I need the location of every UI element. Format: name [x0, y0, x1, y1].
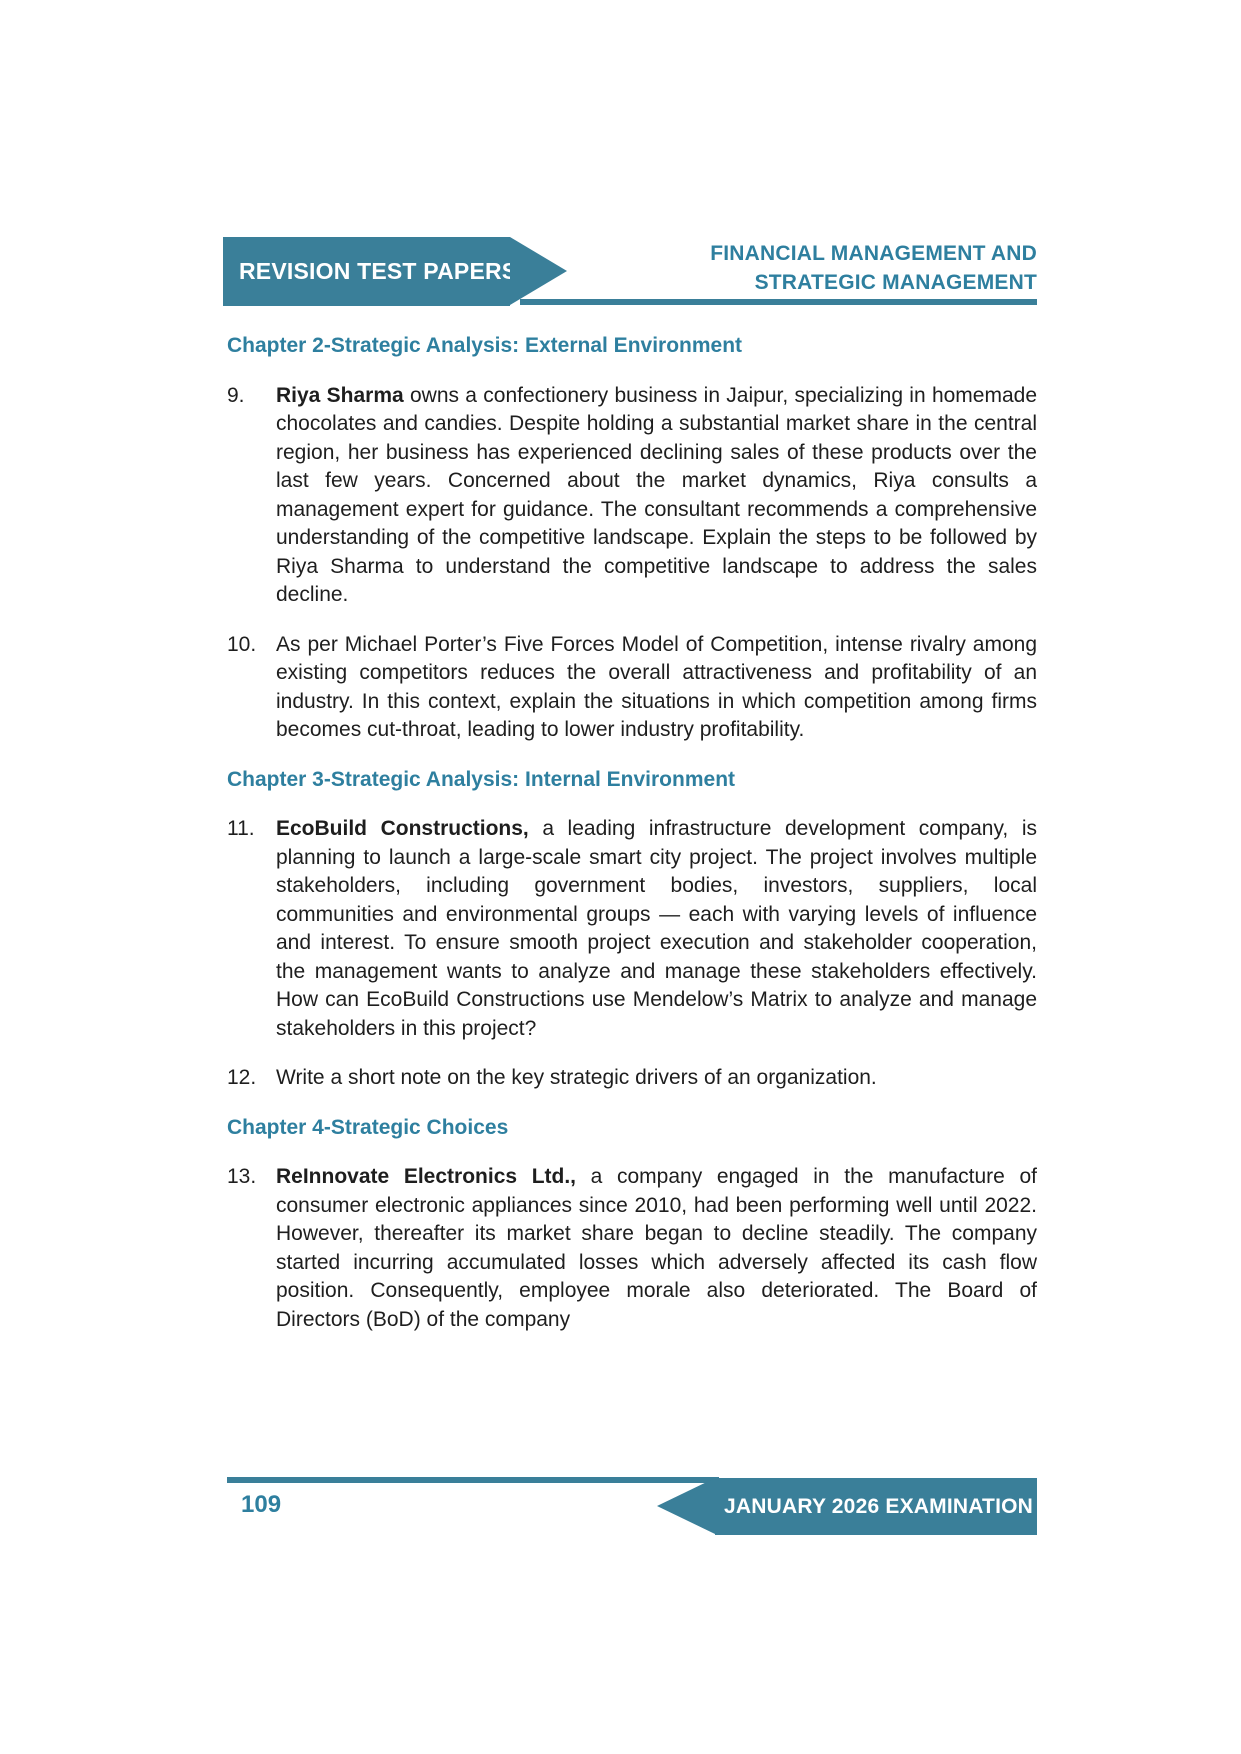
question-body: owns a confectionery business in Jaipur, specializing in homemade chocolates and candies. Despite holding a substantial market share in the central region, her business has experienced declining sales of these products over the last few years. Concerned about the market dynamics, Riya consults a management expert for guidance. The consultant recommends a comprehensive understanding of the competitive landscape. Explain the steps to be followed by Riya Sharma to understand the competitive landscape to address the sales decline. — [276, 383, 1038, 606]
banner-rect — [223, 237, 518, 306]
question-body: As per Michael Porter’s Five Forces Model of Competition, intense rivalry among existing competitors reduces the overall attractiveness and profitability of an industry. In this context, explain the situations in which competition among firms becomes cut-throat, leading to lower industry profitability. — [276, 632, 1037, 741]
banner-arrow-right-icon — [510, 237, 567, 305]
header-rule — [520, 299, 1037, 305]
question-body: Write a short note on the key strategic drivers of an organization. — [276, 1066, 877, 1089]
banner-label: JANUARY 2026 EXAMINATION — [724, 1494, 1033, 1518]
question-number: 9. — [227, 383, 245, 407]
question-9 — [227, 382, 1037, 610]
banner-rect — [715, 1478, 1037, 1535]
subject-title-line2: STRATEGIC MANAGEMENT — [754, 271, 1037, 294]
question-body: a leading infrastructure development company, is planning to launch a large-scale smart city project. The project involves multiple stakeholders, including government bodies, investors, suppliers, local communities and environmental groups — each with varying levels of influence and interest. To ensure smooth project execution and stakeholder cooperation, the management wants to analyze and manage these stakeholders effectively. How can EcoBuild Constructions use Mendelow’s Matrix to analyze and manage stakeholders in this project? — [276, 817, 1037, 1040]
revision-test-papers-banner — [223, 237, 567, 306]
question-13 — [227, 1163, 1037, 1334]
footer-rule — [227, 1477, 719, 1483]
banner-label: REVISION TEST PAPERS — [239, 258, 518, 284]
chapter-3-heading: Chapter 3-Strategic Analysis: Internal Environment — [227, 767, 736, 791]
chapter-4-heading: Chapter 4-Strategic Choices — [227, 1115, 509, 1139]
page-number: 109 — [241, 1491, 282, 1518]
subject-title — [710, 239, 1037, 297]
content-area — [227, 332, 1037, 1355]
question-10 — [227, 631, 1037, 745]
question-number: 11. — [227, 817, 255, 840]
question-lead: EcoBuild Constructions, — [276, 817, 529, 840]
question-lead: Riya Sharma — [276, 383, 404, 407]
question-lead: ReInnovate Electronics Ltd., — [276, 1165, 577, 1188]
subject-title-line1: FINANCIAL MANAGEMENT AND — [710, 242, 1037, 265]
banner-arrow-left-icon — [657, 1478, 715, 1534]
question-body: a company engaged in the manufacture of consumer electronic appliances since 2010, had been performing well until 2022. However, thereafter its market share began to decline steadily. The company started incurring accumulated losses which adversely affected its cash flow position. Consequently, employee morale also deteriorated. The Board of Directors (BoD) of the company — [276, 1165, 1037, 1331]
question-11 — [227, 815, 1037, 1043]
question-text — [276, 382, 1037, 610]
question-12 — [227, 1064, 1037, 1093]
question-text — [276, 815, 1037, 1043]
question-text — [276, 1163, 1037, 1334]
chapter-2-heading: Chapter 2-Strategic Analysis: External Environment — [227, 334, 743, 357]
question-number: 13. — [227, 1165, 257, 1188]
examination-banner — [657, 1478, 1037, 1535]
question-number: 10. — [227, 632, 257, 656]
question-number: 12. — [227, 1066, 257, 1089]
question-text — [276, 1064, 1037, 1093]
question-text — [276, 631, 1037, 745]
